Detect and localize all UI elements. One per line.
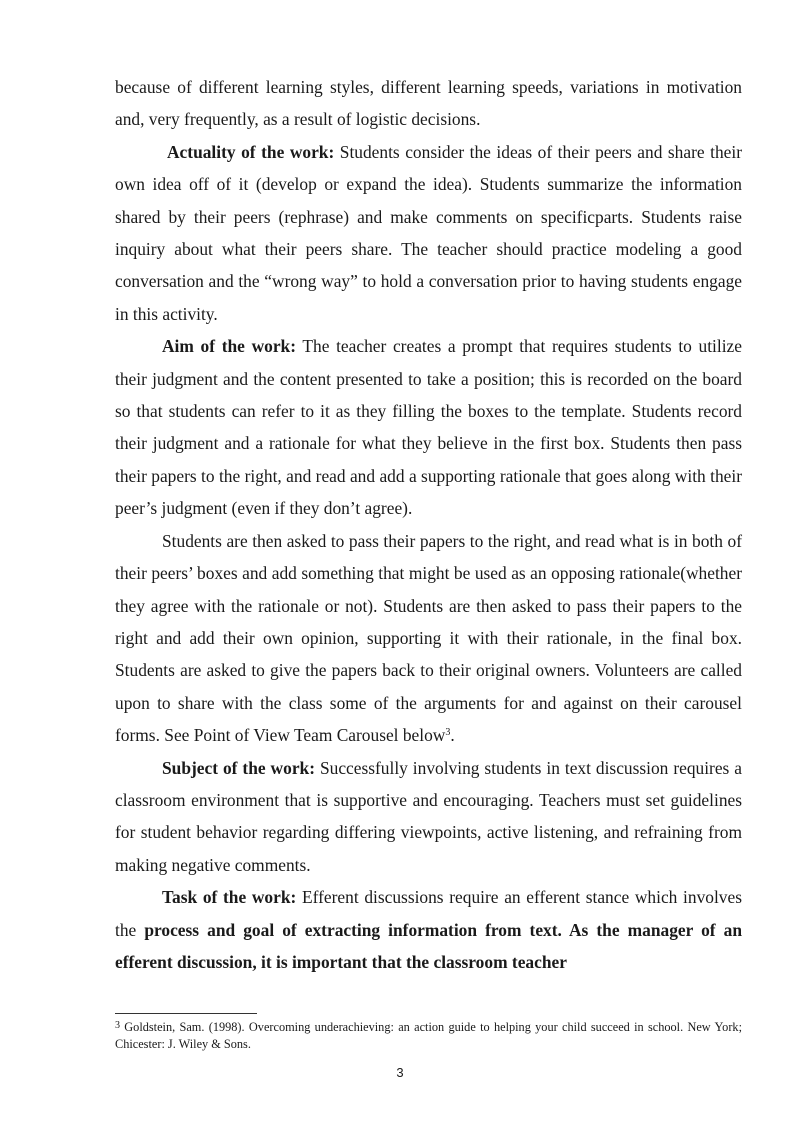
paragraph-bold-text: process and goal of extracting information from text. As the manager of an efferent discussion, it is important that the classroom teacher: [115, 919, 742, 972]
paragraph-aim: [115, 330, 742, 524]
footnote-marker: 3: [115, 1020, 120, 1031]
paragraph-text: because of different learning styles, different learning speeds, variations in motivation and, very frequently, as a result of logistic decisions.: [115, 77, 742, 130]
page-number: 3: [396, 1065, 404, 1080]
footnote-text: Goldstein, Sam. (1998). Overcoming underachieving: an action guide to helping your child succeed in school. New York; Chicester: J. Wiley & Sons.: [115, 1020, 742, 1051]
paragraph-actuality: [115, 136, 742, 330]
paragraph-text: Students are then asked to pass their papers to the right, and read what is in both of their peers’ boxes and add something that might be used as an opposing rationale(whether they agree with the rationale or not). Students are then asked to pass their papers to the right and add their own opinion, supporting it with their rationale, in the final box. Students are asked to give the papers back to their original owners. Volunteers are called upon to share with the class some of the arguments for and against on their carousel forms. See Point of View Team Carousel below: [115, 530, 742, 746]
paragraph-carousel: [115, 525, 742, 752]
heading-aim: Aim of the work:: [162, 336, 297, 357]
paragraph-text: Efferent discussions require an efferent stance which involves the: [115, 887, 742, 940]
paragraph-text: Students consider the ideas of their peers and share their own idea off of it (develop or expand the idea). Students summarize the information shared by their peers (rephrase) and make comments on specificparts. Students raise inquiry about what their peers share. The teacher should practice modeling a good conversation and the “wrong way” to hold a conversation prior to having students engage in this activity.: [115, 141, 743, 324]
footnote: [115, 1019, 742, 1053]
heading-task: Task of the work:: [162, 887, 297, 908]
heading-actuality: Actuality of the work:: [167, 141, 335, 162]
paragraph-task: [115, 881, 742, 978]
heading-subject: Subject of the work:: [162, 757, 315, 778]
paragraph-continuation: [115, 71, 742, 136]
footnote-reference[interactable]: 3: [445, 727, 451, 739]
paragraph-subject: [115, 752, 742, 882]
body-text: [115, 71, 742, 978]
paragraph-text: The teacher creates a prompt that requires students to utilize their judgment and the content presented to take a position; this is recorded on the board so that students can refer to it as they filling the boxes to the template. Students record their judgment and a rationale for what they believe in the first box. Students then pass their papers to the right, and read and add a supporting rationale that goes along with their peer’s judgment (even if they don’t agree).: [115, 336, 742, 519]
paragraph-tail: .: [450, 725, 455, 746]
footnote-divider: [115, 1013, 257, 1014]
paragraph-text: Successfully involving students in text discussion requires a classroom environment that is supportive and encouraging. Teachers must set guidelines for student behavior regarding differing viewpoints, active listening, and refraining from making negative comments.: [115, 757, 742, 875]
